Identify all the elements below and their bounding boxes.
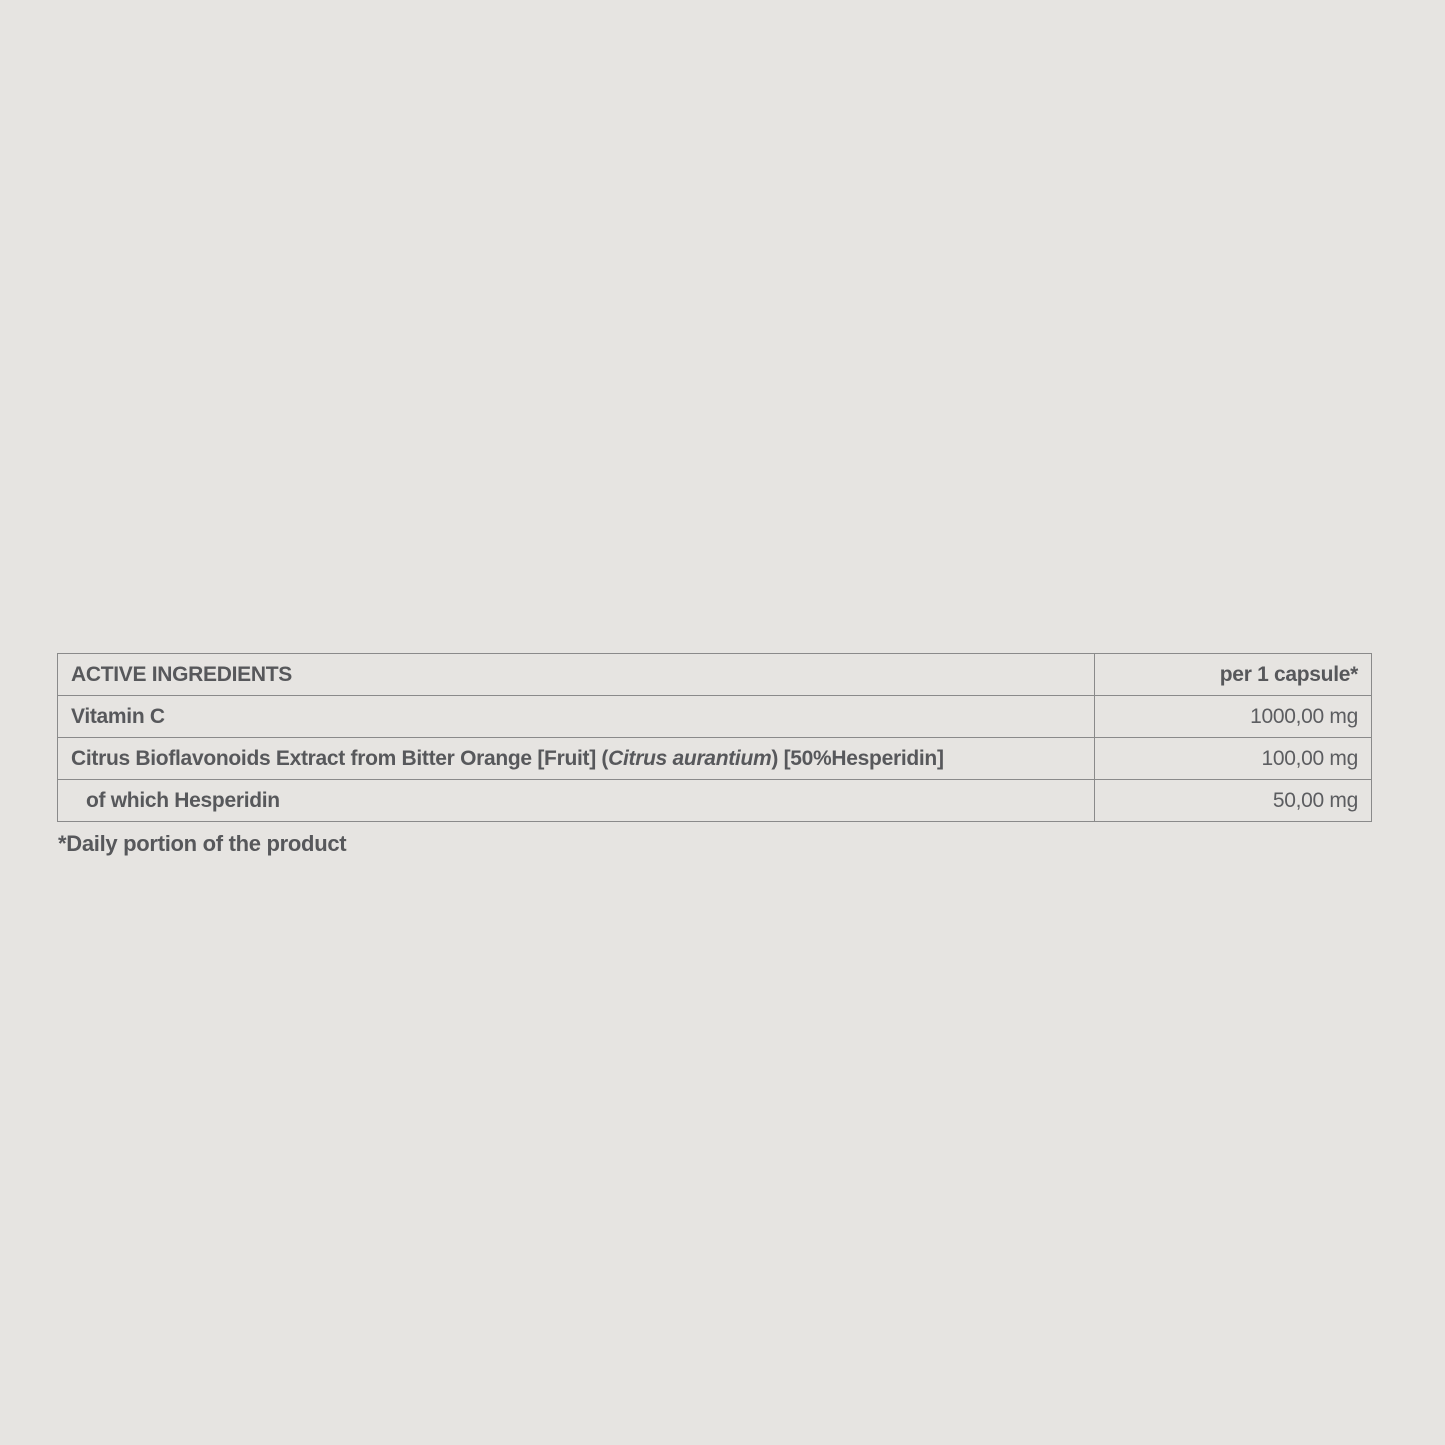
ingredient-name-text: Citrus Bioflavonoids Extract from Bitter Orange [Fruit] ( xyxy=(71,746,609,770)
active-ingredients-header: ACTIVE INGREDIENTS xyxy=(58,654,1095,696)
table-row xyxy=(58,780,1372,822)
ingredient-amount-vitamin-c: 1000,00 mg xyxy=(1095,696,1372,738)
ingredient-amount-hesperidin: 50,00 mg xyxy=(1095,780,1372,822)
table-header-row xyxy=(58,654,1372,696)
latin-name: Citrus aurantium xyxy=(608,746,772,770)
ingredient-name-text: ) [50%Hesperidin] xyxy=(771,746,944,770)
ingredient-name-citrus-bioflavonoids xyxy=(58,738,1095,780)
ingredient-name-vitamin-c: Vitamin C xyxy=(58,696,1095,738)
active-ingredients-table xyxy=(57,653,1372,822)
table-row xyxy=(58,696,1372,738)
daily-portion-footnote: *Daily portion of the product xyxy=(58,831,347,856)
table-row xyxy=(58,738,1372,780)
ingredient-name-hesperidin: of which Hesperidin xyxy=(58,780,1095,822)
ingredient-amount-citrus-bioflavonoids: 100,00 mg xyxy=(1095,738,1372,780)
per-capsule-header: per 1 capsule* xyxy=(1095,654,1372,696)
supplement-facts-panel xyxy=(57,653,1372,857)
